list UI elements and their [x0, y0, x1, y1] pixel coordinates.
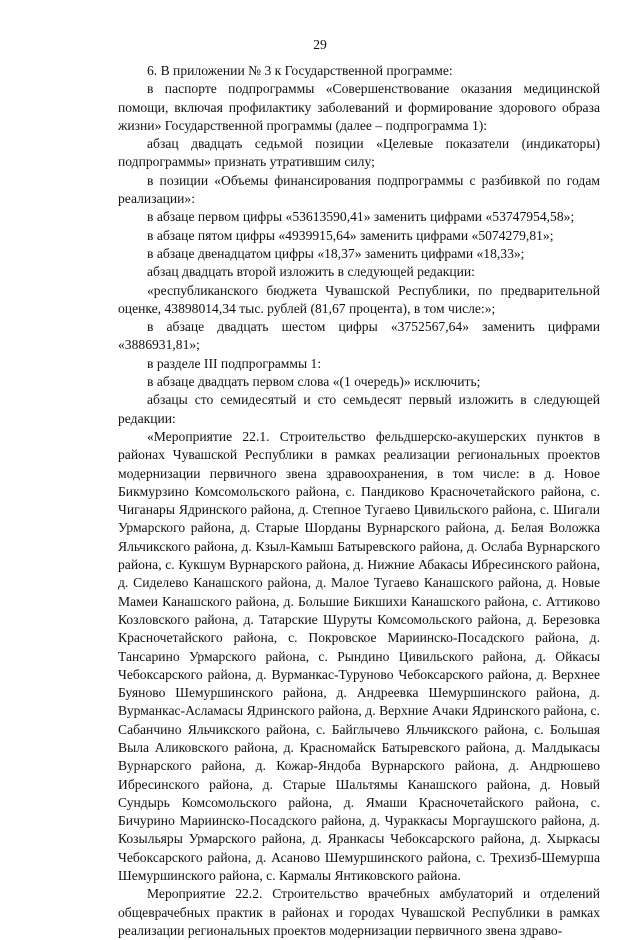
page-number: 29 — [313, 37, 327, 52]
paragraph-5: в абзаце первом цифры «53613590,41» заменить цифрами «53747954,58»; — [147, 209, 575, 225]
paragraph-12: в абзаце двадцать первом слова «(1 очередь)» исключить; — [147, 374, 481, 390]
document-body — [118, 62, 600, 940]
paragraph-2: в паспорте подпрограммы «Совершенствование оказания медицинской помощи, включая профилактику заболеваний и формирование здорового образа жизни» Государственной программы (далее – подпрограмма 1): — [118, 81, 600, 133]
paragraph-10: в абзаце двадцать шестом цифры «3752567,64» заменить цифрами «3886931,81»; — [118, 319, 600, 353]
paragraph-8: абзац двадцать второй изложить в следующей редакции: — [147, 264, 475, 280]
paragraph-4: в позиции «Объемы финансирования подпрограммы с разбивкой по годам реализации»: — [118, 172, 600, 207]
paragraph-14: «Мероприятие 22.1. Строительство фельдшерско-акушерских пунктов в районах Чувашской Республики в рамках реализации региональных проектов модернизации первичного звена здравоохранения, в том числе: в д. Новое Бикмурзино Комсомольского района, с. Пандиково Красночетайского района, с. Чиганары Ядринского района, д. Степное Тугаево Цивильского района, с. Шигали Урмарского района, д. Старые Шорданы Вурнарского района, д. Белая Воложка Яльчикского района, д. Кзыл-Камыш Батыревского района, д. Ослаба Вурнарского района, с. Кукшум Вурнарского района, д. Нижние Абакасы Ибресинского района, д. Сиделево Канашского района, д. Малое Тугаево Канашского района, д. Новые Мамеи Канашского района, д. Большие Бикшихи Канашского района, с. Аттиково Козловского района, д. Татарские Шуруты Комсомольского района, д. Березовка Красночетайского района, с. Покровское Мариинско-Посадского района, д. Тансарино Урмарского района, с. Рындино Цивильского района, д. Ойкасы Чебоксарского района, д. Вурманкас-Туруново Чебоксарского района, д. Верхнее Буяново Шемуршинского района, д. Андреевка Шемуршинского района, д. Вурманкас-Асламасы Ядринского района, д. Верхние Ачаки Ядринского района, с. Сабанчино Яльчикского района, с. Байглычево Яльчикского района, с. Большая Выла Аликовского района, д. Красномайск Батыревского района, д. Малдыкасы Вурнарского района, д. Кожар-Яндоба Вурнарского района, д. Андрюшево Ибресинского района, д. Старые Шальтямы Канашского района, д. Новый Сундырь Комсомольского района, д. Ямаши Красночетайского района, с. Бичурино Мариинско-Посадского района, д. Чураккасы Моргаушского района, д. Козыльяры Урмарского района, д. Яранкасы Чебоксарского района, д. Хыркасы Чебоксарского района, д. Асаново Шемуршинского района, с. Трехизб-Шемурша Шемуршинского района, с. Кармалы Янтиковского района. — [118, 428, 600, 884]
paragraph-3: абзац двадцать седьмой позиции «Целевые показатели (индикаторы) подпрограммы» признать утратившим силу; — [118, 136, 600, 170]
paragraph-13: абзацы сто семидесятый и сто семьдесят первый изложить в следующей редакции: — [118, 392, 600, 426]
paragraph-9: «республиканского бюджета Чувашской Республики, по предварительной оценке, 43898014,34 тыс. рублей (81,67 процента), в том числе:»; — [118, 282, 600, 316]
paragraph-7: в абзаце двенадцатом цифры «18,37» заменить цифрами «18,33»; — [147, 245, 525, 261]
paragraph-15: Мероприятие 22.2. Строительство врачебных амбулаторий и отделений общеврачебных практик в районах и городах Чувашской Республики в рамках реализации региональных проектов модернизации первичного звена здраво- — [118, 886, 600, 938]
paragraph-11: в разделе III подпрограммы 1: — [147, 355, 322, 371]
paragraph-1: 6. В приложении № 3 к Государственной программе: — [147, 63, 453, 78]
paragraph-6: в абзаце пятом цифры «4939915,64» заменить цифрами «5074279,81»; — [147, 227, 554, 243]
